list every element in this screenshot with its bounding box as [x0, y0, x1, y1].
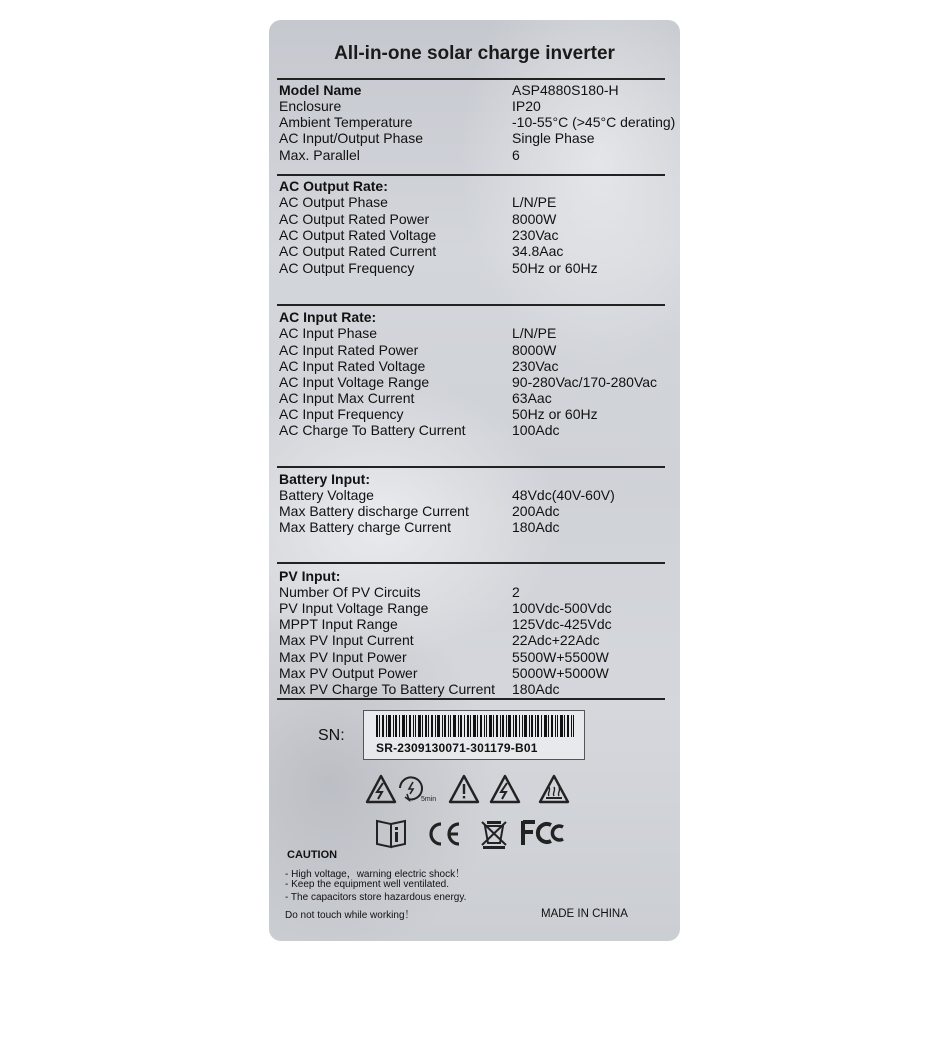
spec-value: Single Phase	[512, 130, 595, 146]
section-heading: AC Input Rate:	[279, 309, 377, 325]
spec-value: L/N/PE	[512, 325, 557, 341]
spec-value: 230Vac	[512, 358, 559, 374]
spec-value: 180Adc	[512, 519, 560, 535]
spec-label: Number Of PV Circuits	[279, 584, 421, 600]
spec-value: 2	[512, 584, 520, 600]
spec-label: AC Input Voltage Range	[279, 374, 430, 390]
label-title: All-in-one solar charge inverter	[334, 43, 615, 64]
spec-value: 100Adc	[512, 422, 560, 438]
spec-label: Enclosure	[279, 98, 342, 114]
capacitor-discharge-timer-icon	[400, 777, 436, 803]
spec-label: AC Input Rated Voltage	[279, 358, 426, 374]
spec-value: ASP4880S180-H	[512, 82, 619, 98]
divider	[277, 466, 665, 468]
caution-line: Do not touch while working！	[285, 910, 415, 921]
spec-label: AC Charge To Battery Current	[279, 422, 466, 438]
spec-value: IP20	[512, 98, 541, 114]
divider	[277, 304, 665, 306]
spec-value: 6	[512, 147, 520, 163]
spec-label: Max PV Charge To Battery Current	[279, 681, 496, 697]
spec-value: 100Vdc-500Vdc	[512, 600, 612, 616]
ce-mark-icon	[431, 824, 459, 844]
spec-value: 230Vac	[512, 227, 559, 243]
spec-label: AC Input Max Current	[279, 390, 415, 406]
electric-shock-warning-icon	[491, 776, 519, 802]
spec-label: AC Output Rated Current	[279, 243, 437, 259]
spec-label: AC Input Phase	[279, 325, 378, 341]
weee-bin-icon	[482, 821, 506, 849]
spec-label: AC Input Frequency	[279, 406, 404, 422]
section-heading: PV Input:	[279, 568, 341, 584]
certification-symbols-row	[375, 815, 575, 851]
divider	[277, 698, 665, 700]
spec-value: 50Hz or 60Hz	[512, 260, 598, 276]
spec-value: 22Adc+22Adc	[512, 632, 600, 648]
spec-label: Max. Parallel	[279, 147, 360, 163]
spec-value: 8000W	[512, 342, 557, 358]
serial-label: SN:	[318, 727, 345, 744]
spec-value: 5500W+5500W	[512, 649, 609, 665]
spec-value: 125Vdc-425Vdc	[512, 616, 612, 632]
spec-label: MPPT Input Range	[279, 616, 398, 632]
spec-label: PV Input Voltage Range	[279, 600, 429, 616]
spec-value: 50Hz or 60Hz	[512, 406, 598, 422]
electric-shock-warning-icon	[367, 776, 395, 802]
divider	[277, 78, 665, 80]
divider	[277, 174, 665, 176]
serial-barcode-sticker	[363, 710, 585, 760]
spec-value: 180Adc	[512, 681, 560, 697]
caution-line: - The capacitors store hazardous energy.	[285, 892, 467, 903]
read-manual-icon	[377, 821, 405, 847]
spec-value: 200Adc	[512, 503, 560, 519]
spec-value: 34.8Aac	[512, 243, 564, 259]
spec-label: Ambient Temperature	[279, 114, 413, 130]
fcc-mark-icon	[523, 821, 563, 845]
spec-value: 48Vdc(40V-60V)	[512, 487, 615, 503]
section-heading: AC Output Rate:	[279, 178, 388, 194]
safety-symbols-row	[364, 770, 584, 806]
spec-label: Model Name	[279, 82, 362, 98]
divider	[277, 562, 665, 564]
section-heading: Battery Input:	[279, 471, 370, 487]
spec-label: AC Input Rated Power	[279, 342, 419, 358]
general-warning-icon	[450, 776, 478, 802]
spec-label: AC Output Rated Voltage	[279, 227, 437, 243]
nameplate-label	[269, 20, 680, 941]
spec-label: Max PV Input Current	[279, 632, 414, 648]
spec-value: -10-55°C (>45°C derating)	[512, 114, 676, 130]
spec-value: 90-280Vac/170-280Vac	[512, 374, 658, 390]
hot-surface-warning-icon	[540, 776, 568, 802]
spec-label: AC Input/Output Phase	[279, 130, 423, 146]
caution-line: - Keep the equipment well ventilated.	[285, 879, 449, 890]
spec-label: AC Output Phase	[279, 194, 388, 210]
spec-label: AC Output Frequency	[279, 260, 415, 276]
caution-heading: CAUTION	[287, 849, 338, 861]
spec-value: 8000W	[512, 211, 557, 227]
spec-label: Max PV Input Power	[279, 649, 407, 665]
barcode-icon	[376, 715, 574, 737]
spec-value: L/N/PE	[512, 194, 557, 210]
spec-label: Max Battery discharge Current	[279, 503, 469, 519]
svg-text:5min: 5min	[421, 796, 437, 803]
spec-value: 63Aac	[512, 390, 552, 406]
serial-number: SR-2309130071-301179-B01	[376, 741, 538, 755]
caution-line: - High voltage，warning electric shock！	[285, 869, 466, 880]
spec-value: 5000W+5000W	[512, 665, 609, 681]
spec-label: Battery Voltage	[279, 487, 374, 503]
spec-label: Max Battery charge Current	[279, 519, 451, 535]
origin-text: MADE IN CHINA	[541, 908, 628, 920]
spec-label: AC Output Rated Power	[279, 211, 430, 227]
spec-label: Max PV Output Power	[279, 665, 418, 681]
